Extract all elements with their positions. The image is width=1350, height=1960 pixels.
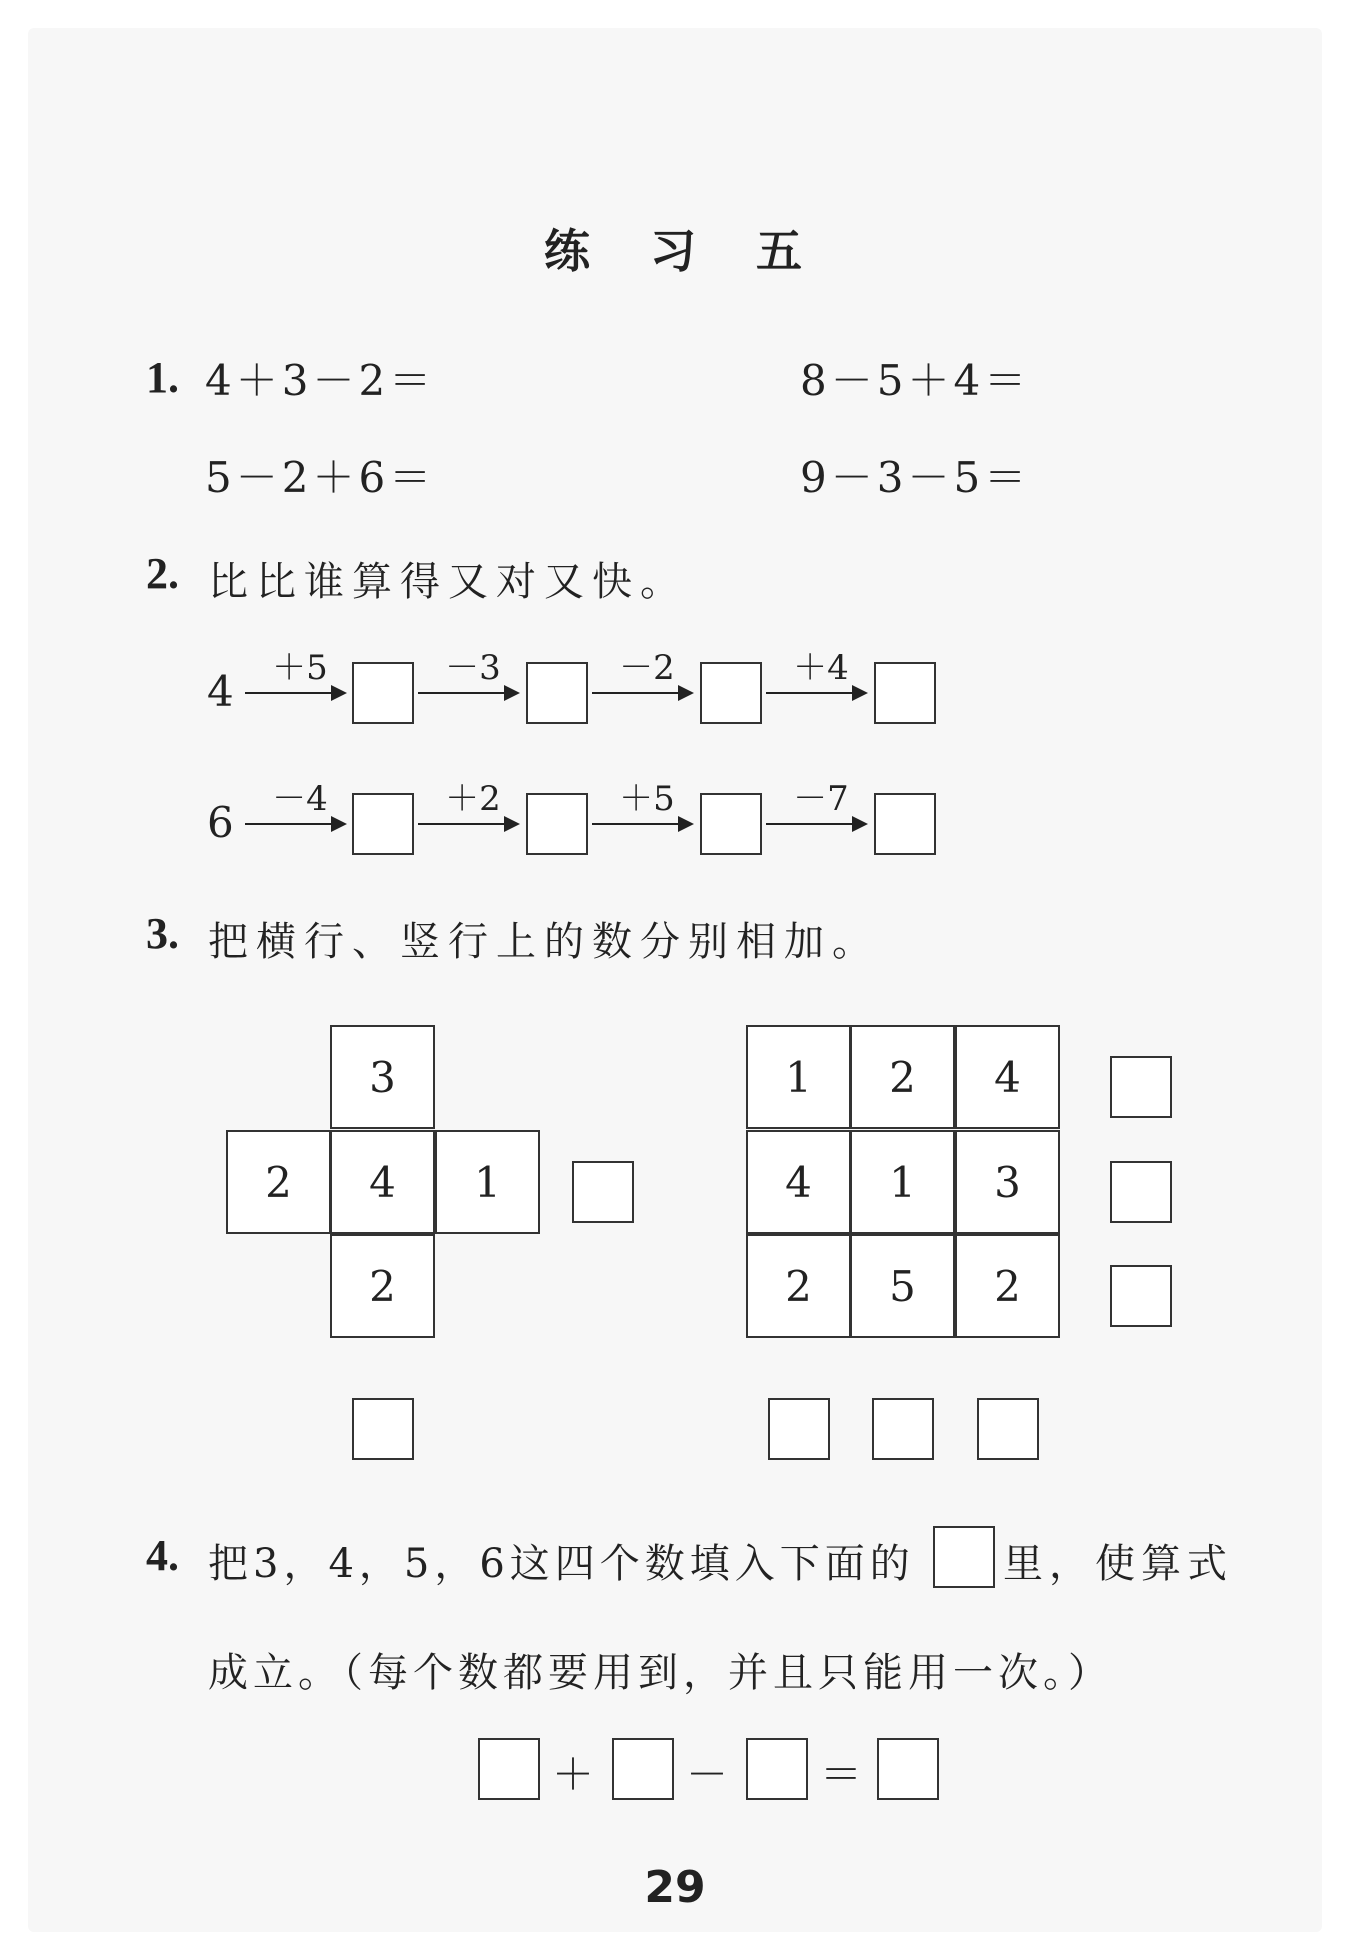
chain-arrow [418, 823, 518, 825]
chain-arrow [245, 692, 345, 694]
answer-box[interactable] [874, 662, 936, 724]
chain-arrow [418, 692, 518, 694]
q3-prompt: 把横行、竖行上的数分别相加。 [208, 919, 880, 965]
chain-1-start: 4 [207, 667, 234, 716]
answer-box[interactable] [700, 793, 762, 855]
grid-cell: 1 [746, 1025, 851, 1129]
cross-cell-center: 4 [330, 1130, 435, 1234]
chain-op: ＋5 [272, 648, 328, 688]
chain-arrow [592, 692, 692, 694]
chain-op: －2 [619, 648, 675, 688]
q4-prompt-part-2: 里，使算式 [1003, 1541, 1233, 1587]
q2-prompt: 比比谁算得又对又快。 [208, 559, 688, 605]
column-sum-box[interactable] [872, 1398, 934, 1460]
grid-cell: 4 [746, 1130, 851, 1234]
question-4-number: 4. [146, 1531, 179, 1580]
title-char: 习 [650, 224, 700, 278]
answer-box[interactable] [352, 793, 414, 855]
cross-cell-bottom: 2 [330, 1234, 435, 1338]
answer-box[interactable] [352, 662, 414, 724]
grid-cell: 2 [746, 1234, 851, 1338]
chain-op: ＋2 [445, 779, 501, 819]
answer-box[interactable] [526, 662, 588, 724]
grid-cell: 5 [850, 1234, 955, 1338]
title-char: 练 [544, 224, 594, 278]
answer-box[interactable] [874, 793, 936, 855]
chain-arrow [592, 823, 692, 825]
grid-cell: 4 [955, 1025, 1060, 1129]
question-1-number: 1. [146, 353, 179, 402]
answer-box[interactable] [526, 793, 588, 855]
q4-prompt-part-1: 把3，4，5，6这四个数填入下面的 [208, 1541, 915, 1587]
equation-box[interactable] [746, 1738, 808, 1800]
q1-expression-1: 4＋3－2＝ [205, 356, 436, 405]
equation-operator: ＝ [820, 1750, 867, 1799]
column-sum-box[interactable] [352, 1398, 414, 1460]
row-sum-box[interactable] [1110, 1161, 1172, 1223]
question-3-number: 3. [146, 909, 179, 958]
q1-expression-4: 9－3－5＝ [800, 453, 1031, 502]
column-sum-box[interactable] [768, 1398, 830, 1460]
equation-operator: － [686, 1750, 733, 1799]
q1-expression-3: 5－2＋6＝ [205, 453, 436, 502]
grid-cell: 1 [850, 1130, 955, 1234]
cross-cell-left: 2 [226, 1130, 331, 1234]
q4-prompt-line-2: 成立。（每个数都要用到，并且只能用一次。） [208, 1650, 1113, 1696]
chain-op: －3 [445, 648, 501, 688]
equation-box[interactable] [612, 1738, 674, 1800]
chain-arrow [766, 823, 866, 825]
cross-cell-right: 1 [435, 1130, 540, 1234]
chain-arrow [245, 823, 345, 825]
page-number: 29 [644, 1862, 706, 1913]
grid-cell: 2 [850, 1025, 955, 1129]
answer-box[interactable] [700, 662, 762, 724]
row-sum-box[interactable] [1110, 1265, 1172, 1327]
equation-operator: ＋ [552, 1750, 599, 1799]
title-char: 五 [756, 224, 806, 278]
chain-op: －4 [272, 779, 328, 819]
q1-expression-2: 8－5＋4＝ [800, 356, 1031, 405]
chain-op: ＋4 [793, 648, 849, 688]
grid-cell: 3 [955, 1130, 1060, 1234]
cross-cell-top: 3 [330, 1025, 435, 1129]
row-sum-box[interactable] [1110, 1056, 1172, 1118]
question-2-number: 2. [146, 549, 179, 598]
chain-arrow [766, 692, 866, 694]
column-sum-box[interactable] [977, 1398, 1039, 1460]
chain-op: －7 [793, 779, 849, 819]
chain-2-start: 6 [207, 798, 234, 847]
equation-box[interactable] [478, 1738, 540, 1800]
row-sum-box[interactable] [572, 1161, 634, 1223]
inline-box-icon [933, 1526, 995, 1588]
page-title [0, 215, 1350, 281]
grid-cell: 2 [955, 1234, 1060, 1338]
chain-op: ＋5 [619, 779, 675, 819]
equation-box[interactable] [877, 1738, 939, 1800]
